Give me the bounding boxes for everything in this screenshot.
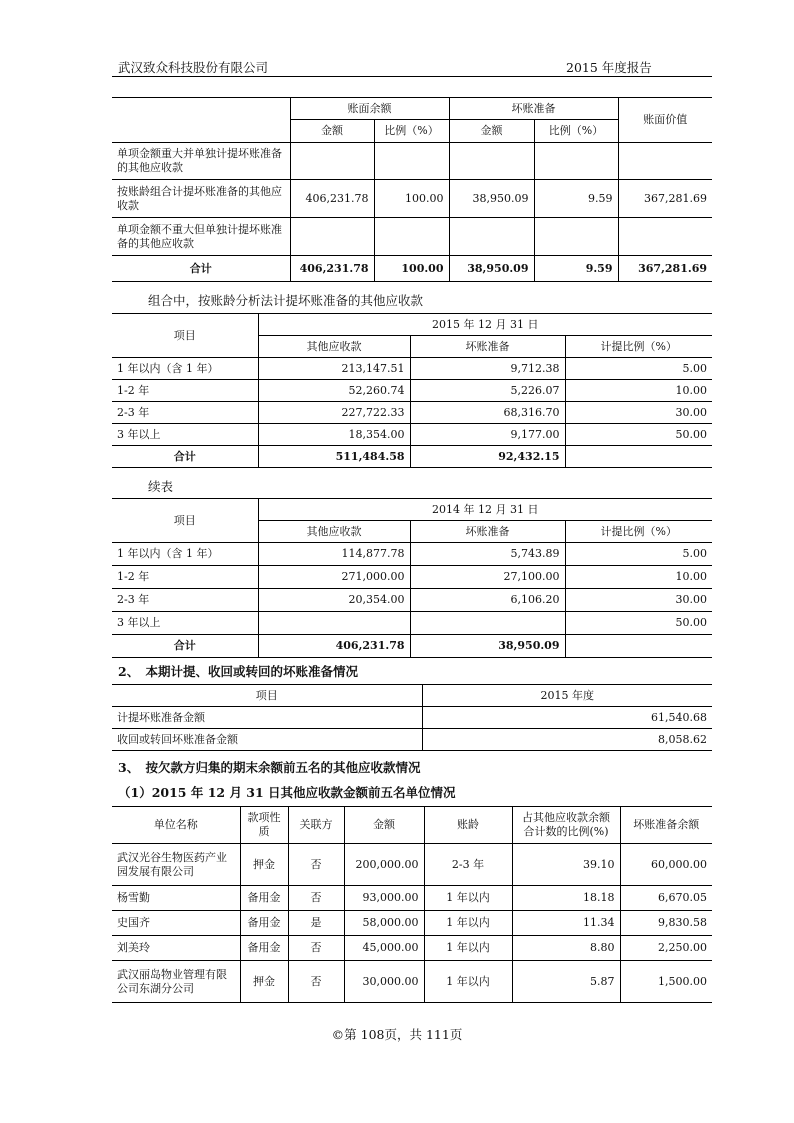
table-cell: [290, 143, 374, 180]
table-row: [112, 543, 712, 566]
row-label: 合计: [112, 635, 258, 658]
table-cell: 92,432.15: [410, 446, 565, 468]
table-header: 金额: [344, 807, 424, 844]
table-cell: 6,106.20: [410, 589, 565, 612]
table-cell: 9,712.38: [410, 358, 565, 380]
table-row: [112, 424, 712, 446]
table-cell: [374, 143, 449, 180]
table-header: 账面价值: [618, 98, 712, 143]
table-cell: 2,250.00: [620, 936, 712, 961]
table-row: [112, 729, 712, 751]
row-label: 史国齐: [112, 911, 240, 936]
table-cell: 备用金: [240, 911, 288, 936]
table-cell: 52,260.74: [258, 380, 410, 402]
table-cell: [410, 612, 565, 635]
row-label: 收回或转回坏账准备金额: [112, 729, 422, 751]
table-header: 2015 年度: [422, 685, 712, 707]
table-header: 项目: [112, 314, 258, 358]
table-cell: 10.00: [565, 380, 712, 402]
table-cell: 2-3 年: [424, 844, 512, 886]
row-label: 3 年以上: [112, 612, 258, 635]
top-five-receivables-table: [112, 806, 712, 1003]
total-row: [112, 635, 712, 658]
table-row: [112, 961, 712, 1003]
table-cell: 否: [288, 936, 344, 961]
table-cell: 114,877.78: [258, 543, 410, 566]
table-cell: 511,484.58: [258, 446, 410, 468]
row-label: 2-3 年: [112, 589, 258, 612]
table-cell: 5,743.89: [410, 543, 565, 566]
table-row: [112, 180, 712, 218]
table-cell: 1 年以内: [424, 961, 512, 1003]
table-header: 计提比例（%）: [565, 336, 712, 358]
row-label: 1-2 年: [112, 380, 258, 402]
table-cell: 45,000.00: [344, 936, 424, 961]
provision-movement-table: [112, 684, 712, 751]
table-cell: 18.18: [512, 886, 620, 911]
table-row: [112, 844, 712, 886]
table-cell: [449, 218, 534, 256]
table-row: [112, 218, 712, 256]
table-row: [112, 402, 712, 424]
row-label: 2-3 年: [112, 402, 258, 424]
row-label: 计提坏账准备金额: [112, 707, 422, 729]
table-header: 占其他应收款余额合计数的比例(%): [512, 807, 620, 844]
row-label: 武汉丽岛物业管理有限公司东湖分公司: [112, 961, 240, 1003]
table-cell: 9.59: [534, 256, 618, 282]
continued-label: 续表: [148, 479, 174, 494]
table-header: 项目: [112, 499, 258, 543]
table-cell: 50.00: [565, 612, 712, 635]
table-cell: 58,000.00: [344, 911, 424, 936]
table-cell: 5.87: [512, 961, 620, 1003]
table-cell: 61,540.68: [422, 707, 712, 729]
row-label: 武汉光谷生物医药产业园发展有限公司: [112, 844, 240, 886]
row-label: 1-2 年: [112, 566, 258, 589]
table-cell: 5,226.07: [410, 380, 565, 402]
table-header: 2014 年 12 月 31 日: [258, 499, 712, 521]
row-label: 合计: [112, 256, 290, 282]
table-cell: 50.00: [565, 424, 712, 446]
table-header: 款项性质: [240, 807, 288, 844]
table-cell: 否: [288, 961, 344, 1003]
row-label: 1 年以内（含 1 年）: [112, 543, 258, 566]
table-cell: 1,500.00: [620, 961, 712, 1003]
table-cell: 30,000.00: [344, 961, 424, 1003]
table-cell: 否: [288, 844, 344, 886]
table-cell: 9,830.58: [620, 911, 712, 936]
table-cell: [374, 218, 449, 256]
table-cell: 11.34: [512, 911, 620, 936]
section-heading-3: 3、 按欠款方归集的期末余额前五名的其他应收款情况: [118, 760, 421, 775]
table-cell: [534, 143, 618, 180]
table-header: 比例（%）: [374, 120, 449, 143]
table-cell: 5.00: [565, 358, 712, 380]
table-header: 坏账准备: [449, 98, 618, 120]
row-label: 单项金额重大并单独计提坏账准备的其他应收款: [112, 143, 290, 180]
table-cell: 8.80: [512, 936, 620, 961]
table-cell: 406,231.78: [290, 256, 374, 282]
row-label: 按账龄组合计提坏账准备的其他应收款: [112, 180, 290, 218]
row-label: 单项金额不重大但单独计提坏账准备的其他应收款: [112, 218, 290, 256]
table-header: 其他应收款: [258, 521, 410, 543]
table-row: [112, 911, 712, 936]
table-cell: [534, 218, 618, 256]
table-cell: 6,670.05: [620, 886, 712, 911]
table-cell: 9,177.00: [410, 424, 565, 446]
table-cell: 27,100.00: [410, 566, 565, 589]
row-label: 3 年以上: [112, 424, 258, 446]
company-name: 武汉致众科技股份有限公司: [118, 60, 269, 75]
table-cell: 93,000.00: [344, 886, 424, 911]
aging-2014-table: [112, 498, 712, 658]
table-row: [112, 566, 712, 589]
table-row: [112, 380, 712, 402]
table-cell: 备用金: [240, 936, 288, 961]
table-cell: 1 年以内: [424, 911, 512, 936]
table-row: [112, 936, 712, 961]
table-cell: [258, 612, 410, 635]
table-cell: 押金: [240, 961, 288, 1003]
table-cell: [290, 218, 374, 256]
table-cell: [618, 218, 712, 256]
table-cell: 9.59: [534, 180, 618, 218]
table-cell: 100.00: [374, 180, 449, 218]
table-header: 坏账准备: [410, 336, 565, 358]
table-cell: 备用金: [240, 886, 288, 911]
table-cell: 30.00: [565, 402, 712, 424]
table-cell: 271,000.00: [258, 566, 410, 589]
table-header: 关联方: [288, 807, 344, 844]
table-header: 其他应收款: [258, 336, 410, 358]
table-cell: 367,281.69: [618, 256, 712, 282]
table-header: 单位名称: [112, 807, 240, 844]
table-cell: 38,950.09: [410, 635, 565, 658]
table-cell: 5.00: [565, 543, 712, 566]
table-row: [112, 886, 712, 911]
table-row: [112, 358, 712, 380]
table-cell: [618, 143, 712, 180]
table-cell: [449, 143, 534, 180]
table-cell: 68,316.70: [410, 402, 565, 424]
table-cell: [565, 446, 712, 468]
bad-debt-summary-table: [112, 97, 712, 282]
table-cell: 39.10: [512, 844, 620, 886]
table-header-blank: [112, 98, 290, 143]
report-title: 2015 年度报告: [566, 60, 652, 75]
table-cell: 8,058.62: [422, 729, 712, 751]
table-header: 坏账准备: [410, 521, 565, 543]
table-cell: 1 年以内: [424, 886, 512, 911]
table-cell: 38,950.09: [449, 256, 534, 282]
table-header: 计提比例（%）: [565, 521, 712, 543]
table-header: 金额: [290, 120, 374, 143]
table-cell: 否: [288, 886, 344, 911]
header-rule: [112, 76, 712, 77]
table-cell: 18,354.00: [258, 424, 410, 446]
table-cell: 1 年以内: [424, 936, 512, 961]
row-label: 1 年以内（含 1 年）: [112, 358, 258, 380]
table-cell: 200,000.00: [344, 844, 424, 886]
table-row: [112, 707, 712, 729]
table-cell: [565, 635, 712, 658]
table-cell: 60,000.00: [620, 844, 712, 886]
table-cell: 押金: [240, 844, 288, 886]
table-cell: 20,354.00: [258, 589, 410, 612]
row-label: 杨雪勤: [112, 886, 240, 911]
table-cell: 10.00: [565, 566, 712, 589]
table-row: [112, 143, 712, 180]
table-header: 金额: [449, 120, 534, 143]
table-cell: 227,722.33: [258, 402, 410, 424]
row-label: 刘美玲: [112, 936, 240, 961]
table-cell: 30.00: [565, 589, 712, 612]
table-cell: 406,231.78: [290, 180, 374, 218]
table-header: 比例（%）: [534, 120, 618, 143]
table-row: [112, 612, 712, 635]
section-caption-aging: 组合中，按账龄分析法计提坏账准备的其他应收款: [148, 293, 424, 308]
section-subheading-3-1: （1）2015 年 12 月 31 日其他应收款金额前五名单位情况: [118, 785, 456, 800]
table-header: 账龄: [424, 807, 512, 844]
page-number: ©第 108页，共 111页: [331, 1027, 463, 1042]
table-header: 坏账准备余额: [620, 807, 712, 844]
section-heading-2: 2、 本期计提、收回或转回的坏账准备情况: [118, 664, 358, 679]
table-header: 账面余额: [290, 98, 449, 120]
table-cell: 213,147.51: [258, 358, 410, 380]
table-cell: 是: [288, 911, 344, 936]
table-row: [112, 589, 712, 612]
table-cell: 367,281.69: [618, 180, 712, 218]
table-cell: 406,231.78: [258, 635, 410, 658]
table-header: 2015 年 12 月 31 日: [258, 314, 712, 336]
total-row: [112, 446, 712, 468]
table-cell: 38,950.09: [449, 180, 534, 218]
table-cell: 100.00: [374, 256, 449, 282]
row-label: 合计: [112, 446, 258, 468]
total-row: [112, 256, 712, 282]
aging-2015-table: [112, 313, 712, 468]
table-header: 项目: [112, 685, 422, 707]
